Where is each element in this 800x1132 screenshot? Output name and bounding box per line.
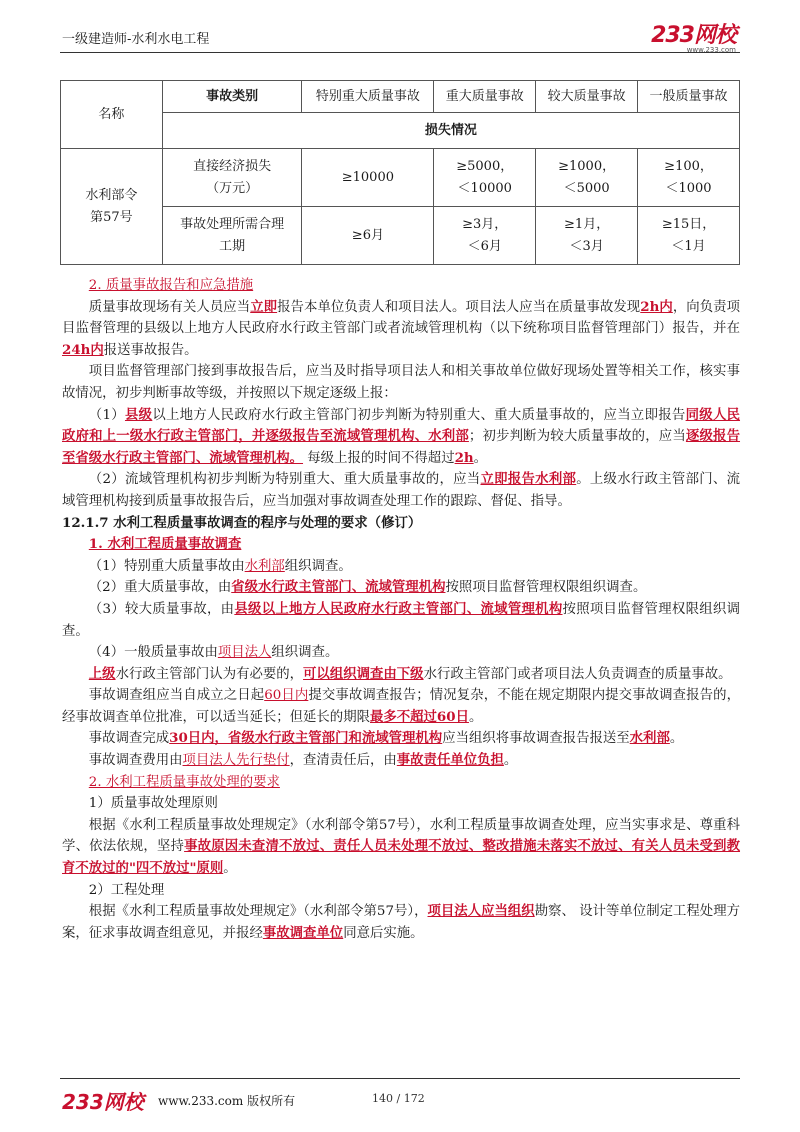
subsection-item: 1）质量事故处理原则 <box>88 796 218 812</box>
table-cat-3: 较大质量事故 <box>536 81 638 113</box>
logo-url: www.233.com <box>686 46 736 54</box>
section-heading-report: 2. 质量事故报告和应急措施 <box>88 278 254 293</box>
table-row1-c3: ≥1000， ＜5000 <box>536 149 638 207</box>
paragraph: 根据《水利工程质量事故处理规定》（水利部令第57号），项目法人应当组织勘察、 设计等单位制定工程处理方案，征求事故调查组意见，并报经事故调查单位同意后实施。 <box>62 903 741 941</box>
table-row1-c4: ≥100， ＜1000 <box>638 149 740 207</box>
paragraph: 项目监督管理部门接到事故报告后，应当及时指导项目法人和相关事故单位做好现场处置等相关工作，核实事故情况，初步判断事故等级，并按照以下规定逐级上报： <box>62 364 740 401</box>
section-heading-investigation: 12.1.7 水利工程质量事故调查的程序与处理的要求（修订） <box>62 514 422 531</box>
page-number: 140 / 172 <box>372 1092 425 1105</box>
list-item: （2）重大质量事故，由省级水行政主管部门、流域管理机构按照项目监督管理权限组织调查。 <box>88 579 647 596</box>
row2-label-line1: 事故处理所需合理 <box>180 216 285 232</box>
header-title: 一级建造师-水利水电工程 <box>62 32 210 47</box>
paragraph: 上级水行政主管部门认为有必要的，可以组织调查由下级水行政主管部门或者项目法人负责调查的质量事故。 <box>88 665 732 682</box>
list-item: （3）较大质量事故，由县级以上地方人民政府水行政主管部门、流域管理机构按照项目监督管理权限组织调查。 <box>62 600 740 639</box>
table-row1-c2: ≥5000， ＜10000 <box>434 149 536 207</box>
table-row2-c2: ≥3月， ＜6月 <box>434 207 536 265</box>
footer-copyright: www.233.com 版权所有 <box>158 1094 296 1108</box>
paragraph: （2）流域管理机构初步判断为特别重大、重大质量事故的，应当立即报告水利部。上级水行政主管部门、流域管理机构接到质量事故报告后，应当加强对事故调查处理工作的跟踪、督促、指导。 <box>62 471 740 509</box>
paragraph: 事故调查费用由项目法人先行垫付，查清责任后，由事故责任单位负担。 <box>88 752 518 769</box>
paragraph: 根据《水利工程质量事故处理规定》（水利部令第57号），水利工程质量事故调查处理，应当实事求是、尊重科学、依法依规，坚持事故原因未查清不放过、责任人员未处理不放过、整改措施未落实不放过、有关人员未受到教育不放过的"四不放过"原则。 <box>62 817 741 877</box>
list-item: （1）特别重大质量事故由水利部组织调查。 <box>88 558 352 574</box>
accident-loss-table <box>60 80 740 265</box>
subsection-item: 2）工程处理 <box>88 882 165 898</box>
table-category-header: 事故类别 <box>162 81 302 113</box>
table-cat-4: 一般质量事故 <box>638 81 740 113</box>
brand-logo[interactable] <box>651 18 736 54</box>
table-loss-header: 损失情况 <box>162 113 739 149</box>
table-row2-c3: ≥1月， ＜3月 <box>536 207 638 265</box>
logo-text: 233网校 <box>651 23 736 48</box>
table-source-cell <box>61 149 163 265</box>
subsection-heading: 1. 水利工程质量事故调查 <box>88 536 242 553</box>
row2-label-line2: 工期 <box>219 238 246 254</box>
table-cat-1: 特别重大质量事故 <box>302 81 434 113</box>
table-source-2: 第57号 <box>90 209 133 225</box>
subsection-heading: 2. 水利工程质量事故处理的要求 <box>88 774 280 790</box>
table-row2-c1: ≥6月 <box>302 207 434 265</box>
row1-label-line1: 直接经济损失 <box>193 158 272 174</box>
footer-logo[interactable]: 233网校 <box>62 1090 144 1114</box>
header-rule <box>60 52 740 53</box>
table-row1-label <box>162 149 302 207</box>
row1-label-line2: （万元） <box>206 180 259 196</box>
table-row2-label <box>162 207 302 265</box>
document-body <box>62 275 740 944</box>
table-row2-c4: ≥15日， ＜1月 <box>638 207 740 265</box>
footer-rule <box>60 1078 740 1079</box>
table-row1-c1: ≥10000 <box>302 149 434 207</box>
list-item: （4）一般质量事故由项目法人组织调查。 <box>88 645 339 661</box>
paragraph: 事故调查组应当自成立之日起60日内提交事故调查报告；情况复杂，不能在规定期限内提交事故调查报告的，经事故调查单位批准，可以适当延长；但延长的期限最多不超过60日。 <box>62 688 741 725</box>
table-name-header: 名称 <box>61 81 163 149</box>
table-source-1: 水利部令 <box>85 187 138 203</box>
paragraph: （1）县级以上地方人民政府水行政主管部门初步判断为特别重大、重大质量事故的，应当立即报告同级人民政府和上一级水行政主管部门，并逐级报告至流域管理机构、水利部；初步判断为较大质量事故的，应当逐级报告至省级水行政主管部门、流域管理机构。 每级上报的时间不得超过2h。 <box>62 406 741 466</box>
table-cat-2: 重大质量事故 <box>434 81 536 113</box>
paragraph: 质量事故现场有关人员应当立即报告本单位负责人和项目法人。项目法人应当在质量事故发现2h内，向负责项目监督管理的县级以上地方人民政府水行政主管部门或者流域管理机构（以下统称项目监督管理部门）报告，并在24h内报送事故报告。 <box>62 298 741 358</box>
paragraph: 事故调查完成30日内，省级水行政主管部门和流域管理机构应当组织将事故调查报告报送至水利部。 <box>88 730 684 747</box>
